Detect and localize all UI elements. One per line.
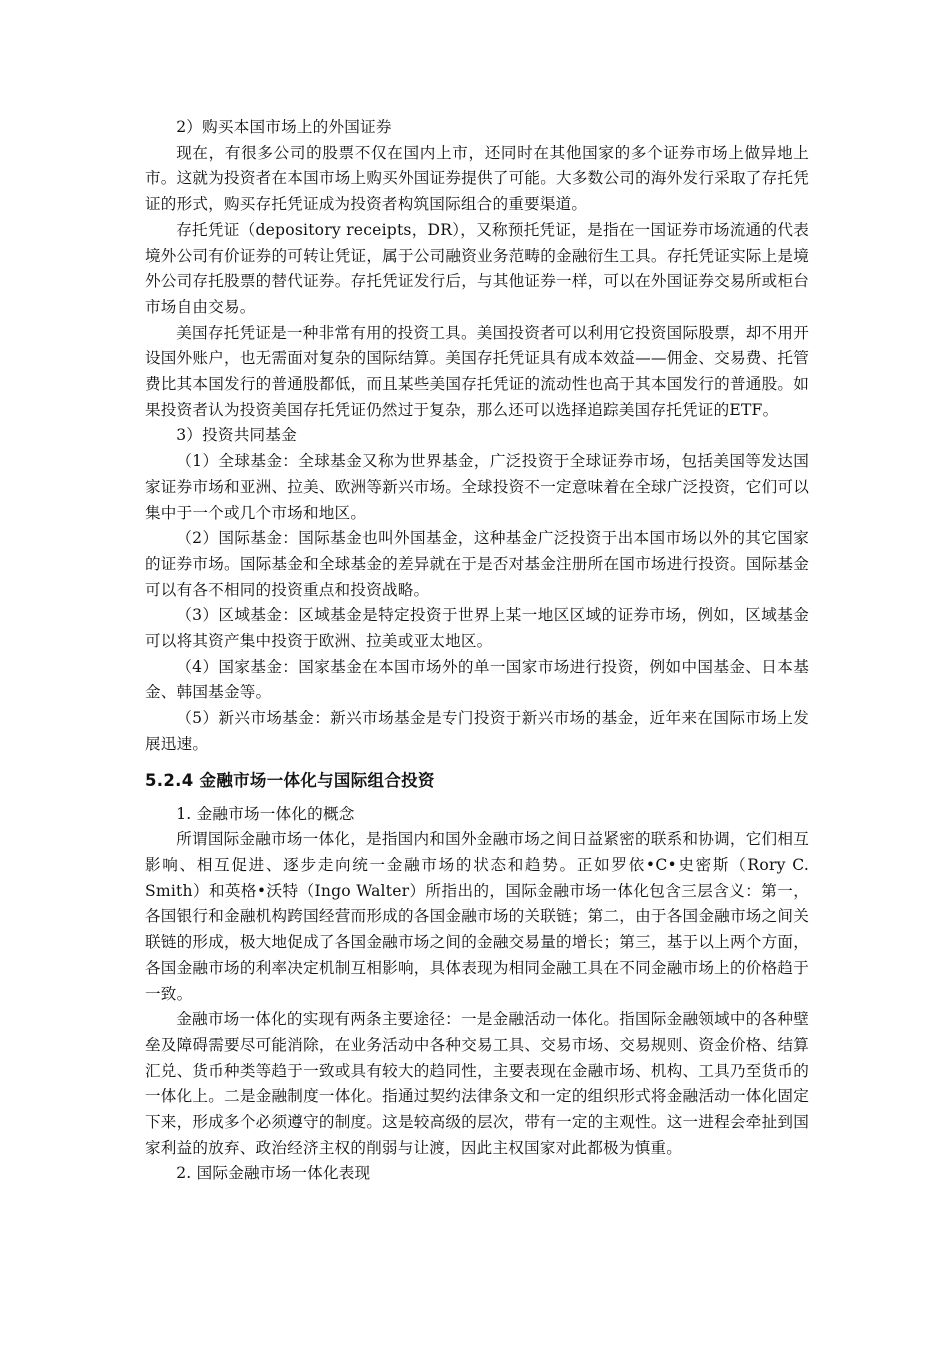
subsection-title-integration-concept: 1. 金融市场一体化的概念 xyxy=(176,804,355,823)
paragraph-cross-listing: 现在，有很多公司的股票不仅在国内上市，还同时在其他国家的多个证券市场上做异地上市。这就为投资者在本国市场上购买外国证券提供了可能。大多数公司的海外发行采取了存托凭证的形式，购买存托凭证成为投资者构筑国际组合的重要渠道。 xyxy=(145,143,809,214)
subsection-title-mutual-funds: 3）投资共同基金 xyxy=(176,426,297,445)
paragraph-integration-definition: 所谓国际金融市场一体化，是指国内和国外金融市场之间日益紧密的联系和协调，它们相互影响、相互促进、逐步走向统一金融市场的状态和趋势。正如罗依•C•史密斯（Rory C. Smith）和英格•沃特（Ingo Walter）所指出的，国际金融市场一体化包含三层含义：第一，各国银行和金融机构跨国经营而形成的各国金融市场的关联链；第二，由于各国金融市场之间关联链的形成，极大地促成了各国金融市场之间的金融交易量的增长；第三，基于以上两个方面，各国金融市场的利率决定机制互相影响，具体表现为相同金融工具在不同金融市场上的价格趋于一致。 xyxy=(145,830,809,1003)
subsection-title-foreign-securities: 2）购买本国市场上的外国证券 xyxy=(176,118,392,136)
paragraph-emerging-market-fund: （5）新兴市场基金：新兴市场基金是专门投资于新兴市场的基金，近年来在国际市场上发展迅速。 xyxy=(145,709,809,753)
paragraph-global-fund: （1）全球基金：全球基金又称为世界基金，广泛投资于全球证券市场，包括美国等发达国家证券市场和亚洲、拉美、欧洲等新兴市场。全球投资不一定意味着在全球广泛投资，它们可以集中于一个或几个市场和地区。 xyxy=(145,452,809,522)
paragraph-adr: 美国存托凭证是一种非常有用的投资工具。美国投资者可以利用它投资国际股票，却不用开设国外账户，也无需面对复杂的国际结算。美国存托凭证具有成本效益——佣金、交易费、托管费比其本国发行的普通股都低，而且某些美国存托凭证的流动性也高于其本国发行的普通股。如果投资者认为投资美国存托凭证仍然过于复杂，那么还可以选择追踪美国存托凭证的ETF。 xyxy=(145,323,809,419)
section-heading: 5.2.4 金融市场一体化与国际组合投资 xyxy=(145,770,435,790)
paragraph-regional-fund: （3）区域基金：区域基金是特定投资于世界上某一地区区域的证券市场，例如，区域基金可以将其资产集中投资于欧洲、拉美或亚太地区。 xyxy=(145,606,809,651)
paragraph-country-fund: （4）国家基金：国家基金在本国市场外的单一国家市场进行投资，例如中国基金、日本基金、韩国基金等。 xyxy=(145,657,809,702)
paragraph-integration-paths: 金融市场一体化的实现有两条主要途径：一是金融活动一体化。指国际金融领域中的各种壁垒及障碍需要尽可能消除，在业务活动中各种交易工具、交易市场、交易规则、资金价格、结算汇兑、货币种类等趋于一致或具有较大的趋同性，主要表现在金融市场、机构、工具乃至货币的一体化上。二是金融制度一体化。指通过契约法律条文和一定的组织形式将金融活动一体化固定下来，形成多个必须遵守的制度。这是较高级的层次，带有一定的主观性。这一进程会牵扯到国家利益的放弃、政治经济主权的削弱与让渡，因此主权国家对此都极为慎重。 xyxy=(145,1010,809,1157)
paragraph-international-fund: （2）国际基金：国际基金也叫外国基金，这种基金广泛投资于出本国市场以外的其它国家的证券市场。国际基金和全球基金的差异就在于是否对基金注册所在国市场进行投资。国际基金可以有各不相同的投资重点和投资战略。 xyxy=(145,529,809,599)
document-page xyxy=(145,115,809,1187)
subsection-title-integration-manifestation: 2. 国际金融市场一体化表现 xyxy=(176,1164,371,1183)
paragraph-depository-receipts: 存托凭证（depository receipts，DR），又称预托凭证，是指在一国证券市场流通的代表境外公司有价证券的可转让凭证，属于公司融资业务范畴的金融衍生工具。存托凭证实际上是境外公司存托股票的替代证券。存托凭证发行后，与其他证券一样，可以在外国证券交易所或柜台市场自由交易。 xyxy=(145,220,809,316)
